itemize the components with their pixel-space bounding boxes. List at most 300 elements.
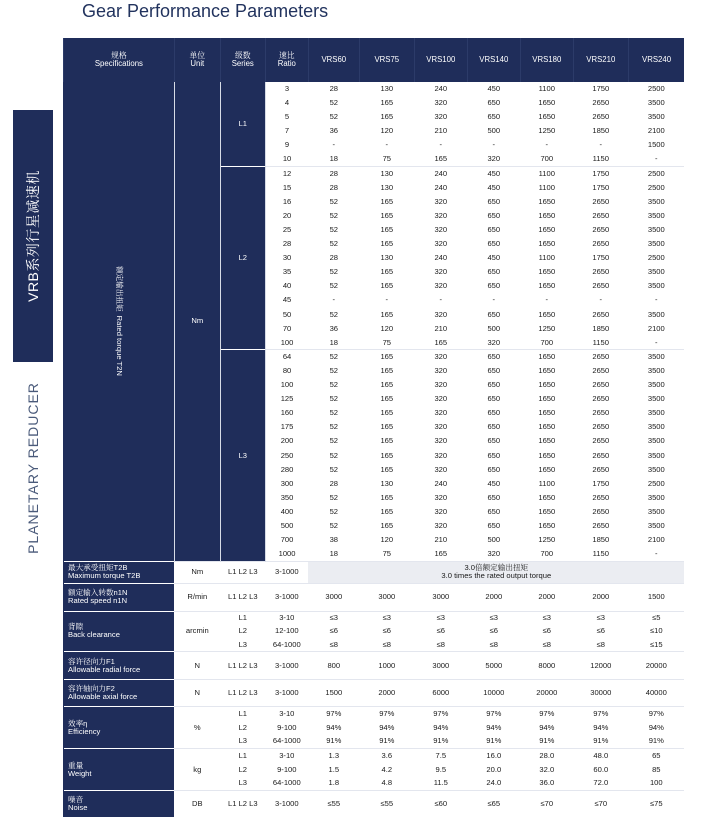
value-cell: 3500 <box>628 350 684 364</box>
value-cell: 2000 <box>359 680 414 707</box>
efficiency-ratio: 64-1000 <box>272 736 301 746</box>
value-cell: 52 <box>329 196 339 206</box>
value-cell: 2650 <box>592 309 610 319</box>
ratio-cell: 35 <box>282 267 292 277</box>
value-cell: 2650 <box>592 380 610 390</box>
max-torque-row <box>64 561 685 583</box>
axial-force-label-en: Allowable axial force <box>68 692 138 702</box>
value-cell: 52 <box>329 394 339 404</box>
value-cell: - <box>385 140 389 150</box>
value-cell: 52 <box>329 492 339 502</box>
value-cell: 91% <box>379 736 395 746</box>
value-cell: 320 <box>434 520 448 530</box>
value-cell: 165 <box>380 380 394 390</box>
value-cell: 650 <box>487 408 501 418</box>
ratio-cell: 7 <box>284 126 290 136</box>
backlash-label <box>64 611 175 652</box>
value-cell: 320 <box>434 239 448 249</box>
value-cell: ≤55 <box>359 791 414 817</box>
value-cell: 450 <box>487 253 501 263</box>
max-torque-ratio: 3-1000 <box>265 561 308 583</box>
value-cell: 130 <box>380 253 394 263</box>
value-cell: 2650 <box>592 281 610 291</box>
value-cell: 2650 <box>592 394 610 404</box>
value-cell: 320 <box>434 464 448 474</box>
page-title: Gear Performance Parameters <box>82 1 329 21</box>
value-cell: 28 <box>308 167 359 181</box>
value-cell: 2500 <box>647 182 665 192</box>
value-cell: 3500 <box>647 394 665 404</box>
value-cell: - <box>385 295 389 305</box>
value-cell: 1750 <box>592 253 610 263</box>
value-cell: 3500 <box>647 380 665 390</box>
value-cell: 16.0 <box>467 749 520 763</box>
value-cell: 52 <box>329 225 339 234</box>
value-cell: 97% <box>414 707 467 721</box>
value-cell: 1500 <box>628 583 684 611</box>
value-cell: 2650 <box>592 196 610 206</box>
efficiency-row <box>64 707 685 721</box>
value-cell: ≤6 <box>436 626 445 636</box>
value-cell: 450 <box>487 182 501 192</box>
value-cell: 2650 <box>592 464 610 474</box>
ratio-cell: 12 <box>265 167 308 181</box>
ratio-cell: 100 <box>280 337 294 347</box>
noise-unit: DB <box>174 791 220 817</box>
value-cell: 1000 <box>359 652 414 680</box>
value-cell: 1100 <box>538 253 555 263</box>
torque-row <box>64 82 685 96</box>
axial-force-ratio: 3-1000 <box>265 680 308 707</box>
value-cell: 650 <box>487 492 501 502</box>
value-cell: 94% <box>486 722 502 732</box>
value-cell: 650 <box>487 281 501 291</box>
value-cell: - <box>492 295 496 305</box>
axial-force-row <box>64 680 685 707</box>
rated-speed-label-cn: 额定输入转数n1N <box>68 588 128 598</box>
value-cell: 210 <box>434 535 448 545</box>
efficiency-series: L1 <box>220 707 265 721</box>
value-cell: 650 <box>487 394 501 404</box>
value-cell: 1100 <box>538 182 555 192</box>
noise-label-en: Noise <box>68 802 88 812</box>
value-cell: 165 <box>380 422 394 432</box>
value-cell: 165 <box>434 154 448 164</box>
value-cell: 2650 <box>592 408 610 418</box>
value-cell: 650 <box>487 225 501 234</box>
value-cell: - <box>655 548 658 558</box>
value-cell: ≤60 <box>414 791 467 817</box>
value-cell: - <box>439 140 443 150</box>
value-cell: 94% <box>326 722 342 732</box>
value-cell: - <box>599 295 603 305</box>
value-cell: 3500 <box>647 210 665 220</box>
efficiency-ratio: 9-100 <box>277 722 297 732</box>
value-cell: ≤55 <box>308 791 359 817</box>
weight-series: L3 <box>238 778 248 788</box>
value-cell: 165 <box>434 337 448 347</box>
value-cell: 1650 <box>538 112 556 122</box>
torque-unit: Nm <box>174 82 220 561</box>
value-cell: 28.0 <box>520 749 573 763</box>
value-cell: 3500 <box>647 267 665 277</box>
value-cell: 320 <box>487 548 501 558</box>
ratio-cell: 45 <box>282 295 292 305</box>
backlash-series: L1 <box>220 611 265 625</box>
value-cell: 1650 <box>538 408 556 418</box>
header-unit-cn: 单位 <box>189 50 206 60</box>
value-cell: 2650 <box>573 350 628 364</box>
rated-speed-series: L1 L2 L3 <box>220 583 265 611</box>
value-cell: 52 <box>329 281 339 291</box>
value-cell: - <box>492 140 496 150</box>
value-cell: 320 <box>434 267 448 277</box>
value-cell: 18 <box>329 548 339 558</box>
value-cell: 40000 <box>628 680 684 707</box>
backlash-label-cn: 背隙 <box>68 622 84 632</box>
value-cell: 52 <box>329 464 339 474</box>
value-cell: 1150 <box>592 154 609 164</box>
torque-series: L3 <box>220 350 265 561</box>
max-torque-unit: Nm <box>174 561 220 583</box>
backlash-label-en: Back clearance <box>68 630 120 640</box>
value-cell: 18 <box>329 337 339 347</box>
value-cell: 320 <box>434 436 448 446</box>
value-cell: 240 <box>434 478 448 488</box>
value-cell: 130 <box>380 84 394 94</box>
value-cell: 3500 <box>647 436 665 446</box>
value-cell: 650 <box>487 239 501 249</box>
value-cell: 650 <box>487 436 501 446</box>
ratio-cell: 40 <box>282 281 292 291</box>
value-cell: ≤6 <box>596 626 605 636</box>
value-cell: 2650 <box>592 365 610 375</box>
value-cell: - <box>545 140 549 150</box>
rated-speed-label <box>64 583 175 611</box>
radial-force-label-cn: 容许径向力F1 <box>68 656 115 666</box>
value-cell: - <box>655 337 658 347</box>
value-cell: 1650 <box>538 506 556 516</box>
value-cell: 3500 <box>647 309 665 319</box>
value-cell: 650 <box>487 422 501 432</box>
value-cell: 52 <box>329 239 339 249</box>
value-cell: 91% <box>648 736 664 746</box>
value-cell: 650 <box>487 464 501 474</box>
value-cell: 97% <box>573 707 628 721</box>
ratio-cell: 160 <box>280 408 294 418</box>
weight-label <box>64 749 175 791</box>
rated-speed-ratio: 3-1000 <box>265 583 308 611</box>
value-cell: 20000 <box>520 680 573 707</box>
value-cell: 52 <box>329 309 339 319</box>
ratio-cell: 20 <box>282 210 292 220</box>
value-cell: 1650 <box>538 450 556 460</box>
value-cell: 650 <box>487 98 501 108</box>
value-cell: 1850 <box>592 535 610 545</box>
axial-force-unit: N <box>174 680 220 707</box>
value-cell: 320 <box>487 337 501 347</box>
value-cell: 1.8 <box>328 778 340 788</box>
value-cell: ≤15 <box>649 639 663 649</box>
header-series-cn: 级数 <box>235 50 251 60</box>
value-cell: 130 <box>380 182 394 192</box>
header-model: VRS100 <box>414 38 467 82</box>
backlash-ratio: 3-10 <box>265 611 308 625</box>
value-cell: 320 <box>434 492 448 502</box>
header-unit <box>174 38 220 82</box>
header-model: VRS60 <box>308 38 359 82</box>
value-cell: 2650 <box>592 422 610 432</box>
max-torque-note <box>308 561 684 583</box>
value-cell: 165 <box>380 506 394 516</box>
value-cell: 1100 <box>520 167 573 181</box>
backlash-series: L3 <box>238 639 248 649</box>
value-cell: 1250 <box>538 323 556 333</box>
value-cell: 2500 <box>628 167 684 181</box>
value-cell: ≤3 <box>308 611 359 625</box>
value-cell: 500 <box>487 126 501 136</box>
value-cell: 52 <box>329 520 339 530</box>
header-spec <box>64 38 175 82</box>
value-cell: 1100 <box>538 84 555 94</box>
value-cell: 1.3 <box>308 749 359 763</box>
ratio-cell: 15 <box>282 182 292 192</box>
value-cell: 38 <box>329 535 339 545</box>
max-torque-series: L1 L2 L3 <box>220 561 265 583</box>
value-cell: 320 <box>434 309 448 319</box>
ratio-cell: 500 <box>280 520 294 530</box>
weight-label-cn: 重量 <box>68 760 84 770</box>
efficiency-label-en: Efficiency <box>68 726 101 736</box>
value-cell: ≤8 <box>489 639 498 649</box>
value-cell: 320 <box>434 98 448 108</box>
value-cell: ≤3 <box>414 611 467 625</box>
axial-force-label <box>64 680 175 707</box>
header-ratio <box>265 38 308 82</box>
ratio-cell: 70 <box>282 323 292 333</box>
weight-label-en: Weight <box>68 768 92 778</box>
value-cell: 8000 <box>520 652 573 680</box>
axial-force-series: L1 L2 L3 <box>220 680 265 707</box>
value-cell: 3500 <box>647 225 665 234</box>
rated-speed-label-en: Rated speed n1N <box>68 596 128 606</box>
value-cell: - <box>655 295 658 305</box>
value-cell: 2650 <box>592 436 610 446</box>
value-cell: 700 <box>540 337 554 347</box>
header-row <box>64 38 685 82</box>
value-cell: 3500 <box>647 365 665 375</box>
value-cell: 52 <box>329 210 339 220</box>
value-cell: 2000 <box>573 583 628 611</box>
noise-label <box>64 791 175 817</box>
noise-label-cn: 噪音 <box>68 794 84 804</box>
value-cell: 1650 <box>538 436 556 446</box>
value-cell: 165 <box>380 267 394 277</box>
header-model: VRS75 <box>359 38 414 82</box>
value-cell: 20000 <box>628 652 684 680</box>
value-cell: 75 <box>382 154 392 164</box>
value-cell: 650 <box>487 506 501 516</box>
value-cell: 18 <box>329 154 339 164</box>
backlash-ratio: 12-100 <box>274 626 299 636</box>
value-cell: 91% <box>486 736 502 746</box>
value-cell: 30000 <box>573 680 628 707</box>
value-cell: 2650 <box>592 267 610 277</box>
value-cell: 165 <box>434 548 448 558</box>
value-cell: ≤65 <box>467 791 520 817</box>
value-cell: 320 <box>434 210 448 220</box>
value-cell: 320 <box>434 506 448 516</box>
value-cell: 9.5 <box>435 764 447 774</box>
value-cell: 1750 <box>592 478 610 488</box>
value-cell: 28 <box>329 253 339 263</box>
value-cell: 1650 <box>538 281 556 291</box>
value-cell: 3000 <box>359 583 414 611</box>
value-cell: 165 <box>380 436 394 446</box>
value-cell: 1750 <box>592 84 610 94</box>
value-cell: 3500 <box>647 281 665 291</box>
value-cell: 165 <box>380 210 394 220</box>
value-cell: 52 <box>329 506 339 516</box>
backlash-unit: arcmin <box>174 611 220 652</box>
weight-unit: kg <box>174 749 220 791</box>
value-cell: 2000 <box>520 583 573 611</box>
value-cell: 650 <box>487 112 501 122</box>
value-cell: 1500 <box>308 680 359 707</box>
value-cell: 94% <box>539 722 555 732</box>
side-title-cn: VRB系列行星减速机 <box>25 170 41 302</box>
backlash-ratio: 64-1000 <box>272 639 301 649</box>
value-cell: ≤70 <box>520 791 573 817</box>
ratio-cell: 1000 <box>278 548 296 558</box>
ratio-cell: 16 <box>282 196 292 206</box>
value-cell: - <box>599 140 603 150</box>
value-cell: 3500 <box>647 408 665 418</box>
value-cell: 28 <box>329 182 339 192</box>
ratio-cell: 100 <box>280 380 294 390</box>
value-cell: 130 <box>359 167 414 181</box>
weight-series: L2 <box>238 764 248 774</box>
value-cell: 1.5 <box>328 764 340 774</box>
value-cell: 700 <box>540 548 554 558</box>
value-cell: 165 <box>359 350 414 364</box>
value-cell: 2100 <box>647 535 665 545</box>
value-cell: 2650 <box>592 450 610 460</box>
rated-speed-unit: R/min <box>174 583 220 611</box>
value-cell: 2100 <box>647 323 665 333</box>
value-cell: 52 <box>329 365 339 375</box>
rated-speed-row <box>64 583 685 611</box>
value-cell: 1650 <box>538 210 556 220</box>
value-cell: 94% <box>648 722 664 732</box>
value-cell: 450 <box>487 478 501 488</box>
ratio-cell: 200 <box>280 436 294 446</box>
value-cell: 3500 <box>647 239 665 249</box>
ratio-cell: 125 <box>280 394 294 404</box>
ratio-cell: 700 <box>280 535 294 545</box>
value-cell: 36 <box>329 126 339 136</box>
value-cell: ≤70 <box>573 791 628 817</box>
value-cell: 1650 <box>538 196 556 206</box>
value-cell: 2650 <box>592 210 610 220</box>
ratio-cell: 3 <box>284 84 290 94</box>
value-cell: 1250 <box>538 535 556 545</box>
header-model: VRS240 <box>628 38 684 82</box>
value-cell: 100 <box>649 778 663 788</box>
ratio-cell: 28 <box>282 239 292 249</box>
value-cell: 165 <box>380 309 394 319</box>
value-cell: 2650 <box>592 492 610 502</box>
value-cell: ≤75 <box>628 791 684 817</box>
value-cell: 28 <box>329 478 339 488</box>
value-cell: 52 <box>329 408 339 418</box>
value-cell: 165 <box>380 464 394 474</box>
value-cell: 52 <box>329 422 339 432</box>
side-title-en: PLANETARY REDUCER <box>25 382 41 554</box>
value-cell: 75 <box>382 548 392 558</box>
value-cell: 94% <box>433 722 449 732</box>
ratio-cell: 175 <box>280 422 294 432</box>
value-cell: 6000 <box>414 680 467 707</box>
efficiency-ratio: 3-10 <box>265 707 308 721</box>
value-cell: 4.2 <box>381 764 393 774</box>
value-cell: 450 <box>487 84 501 94</box>
value-cell: 165 <box>380 196 394 206</box>
value-cell: 1150 <box>592 548 609 558</box>
value-cell: 2500 <box>647 478 665 488</box>
ratio-cell: 64 <box>265 350 308 364</box>
value-cell: 165 <box>380 112 394 122</box>
value-cell: 65 <box>628 749 684 763</box>
value-cell: 500 <box>487 535 501 545</box>
performance-table <box>63 38 684 817</box>
value-cell: 165 <box>380 225 394 234</box>
value-cell: 165 <box>380 408 394 418</box>
value-cell: 320 <box>434 281 448 291</box>
efficiency-label <box>64 707 175 749</box>
value-cell: ≤6 <box>542 626 551 636</box>
noise-series: L1 L2 L3 <box>220 791 265 817</box>
efficiency-unit: % <box>174 707 220 749</box>
radial-force-label <box>64 652 175 680</box>
max-torque-note-cn: 3.0倍额定输出扭矩 <box>464 563 529 573</box>
value-cell: 240 <box>434 253 448 263</box>
value-cell: 12000 <box>573 652 628 680</box>
torque-label-en: Rated torque T2N <box>114 316 124 377</box>
value-cell: 20.0 <box>486 764 502 774</box>
value-cell: 165 <box>380 520 394 530</box>
value-cell: ≤8 <box>596 639 605 649</box>
value-cell: 52 <box>329 267 339 277</box>
value-cell: 240 <box>434 84 448 94</box>
header-spec-en: Specifications <box>94 59 143 68</box>
value-cell: 1650 <box>538 422 556 432</box>
value-cell: - <box>545 295 549 305</box>
value-cell: ≤3 <box>573 611 628 625</box>
value-cell: 91% <box>326 736 342 746</box>
header-model: VRS180 <box>520 38 573 82</box>
value-cell: - <box>332 140 336 150</box>
value-cell: 650 <box>487 365 501 375</box>
noise-row <box>64 791 685 817</box>
value-cell: 1500 <box>647 140 665 150</box>
value-cell: 320 <box>434 394 448 404</box>
value-cell: 7.5 <box>414 749 467 763</box>
value-cell: 320 <box>434 450 448 460</box>
value-cell: 1650 <box>538 225 556 234</box>
value-cell: 97% <box>628 707 684 721</box>
value-cell: 650 <box>487 309 501 319</box>
